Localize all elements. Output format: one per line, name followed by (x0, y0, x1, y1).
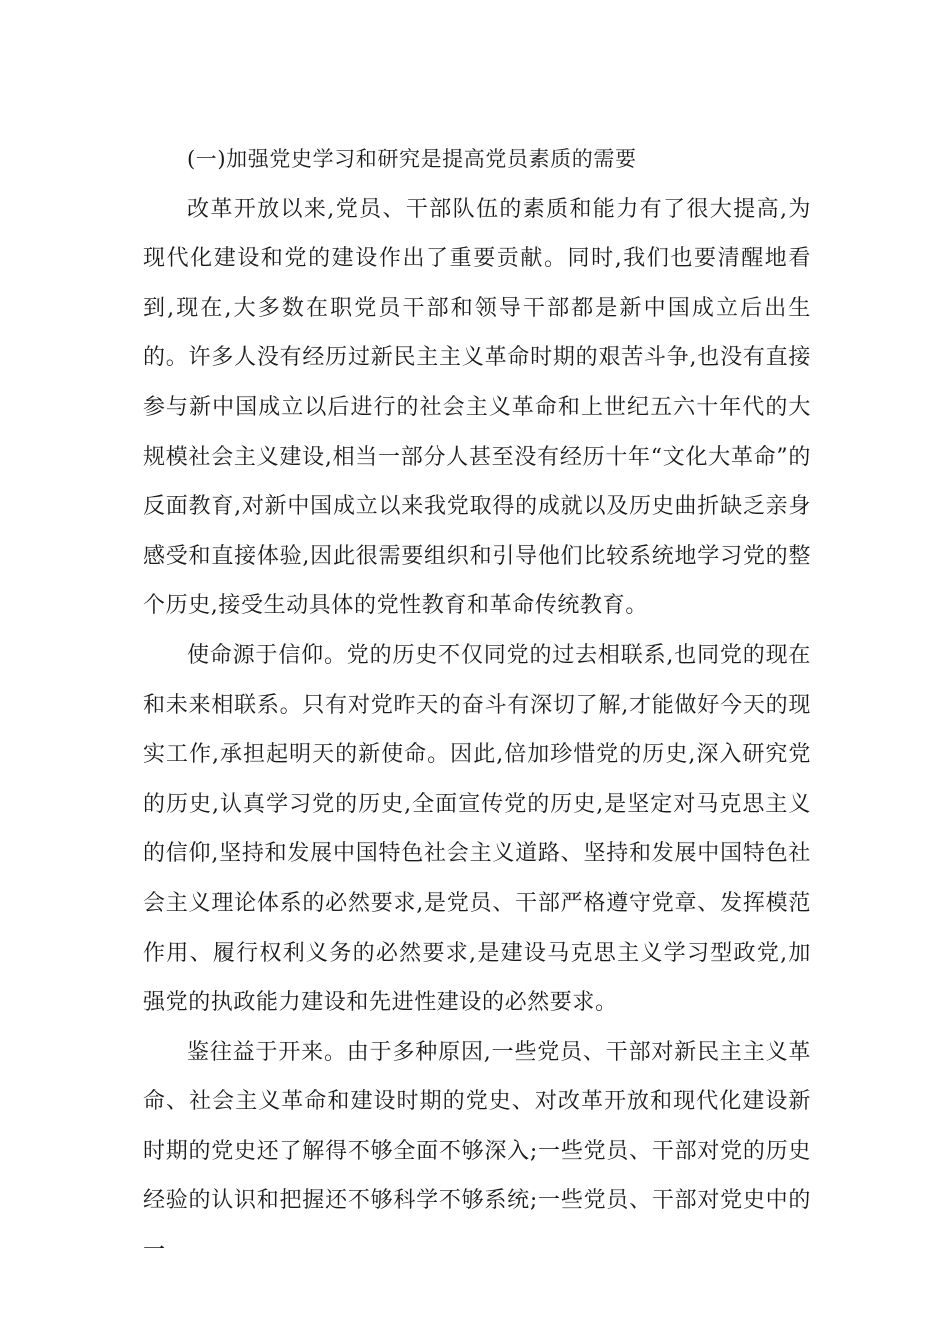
paragraph-1: 改革开放以来,党员、干部队伍的素质和能力有了很大提高,为现代化建设和党的建设作出了重要贡献。同时,我们也要清醒地看到,现在,大多数在职党员干部和领导干部都是新中国成立后出生的。许多人没有经历过新民主主义革命时期的艰苦斗争,也没有直接参与新中国成立以后进行的社会主义革命和上世纪五六十年代的大规模社会主义建设,相当一部分人甚至没有经历十年“文化大革命”的反面教育,对新中国成立以来我党取得的成就以及历史曲折缺乏亲身感受和直接体验,因此很需要组织和引导他们比较系统地学习党的整个历史,接受生动具体的党性教育和革命传统教育。 (143, 196, 811, 619)
paragraph-2: 使命源于信仰。党的历史不仅同党的过去相联系,也同党的现在和未来相联系。只有对党昨天的奋斗有深切了解,才能做好今天的现实工作,承担起明天的新使命。因此,倍加珍惜党的历史,深入研究党的历史,认真学习党的历史,全面宣传党的历史,是坚定对马克思主义的信仰,坚持和发展中国特色社会主义道路、坚持和发展中国特色社会主义理论体系的必然要求,是党员、干部严格遵守党章、发挥模范作用、履行权利义务的必然要求,是建设马克思主义学习型政党,加强党的执政能力建设和先进性建设的必然要求。 (143, 642, 811, 1016)
paragraph-3: 鉴往益于开来。由于多种原因,一些党员、干部对新民主主义革命、社会主义革命和建设时期的党史、对改革开放和现代化建设新时期的党史还了解得不够全面不够深入;一些党员、干部对党的历史经验的认识和把握还不够科学不够系统;一些党员、干部对党史中的一 (143, 1039, 811, 1264)
section-heading: (一)加强党史学习和研究是提高党员素质的需要 (187, 147, 637, 171)
document-body (143, 135, 811, 1276)
